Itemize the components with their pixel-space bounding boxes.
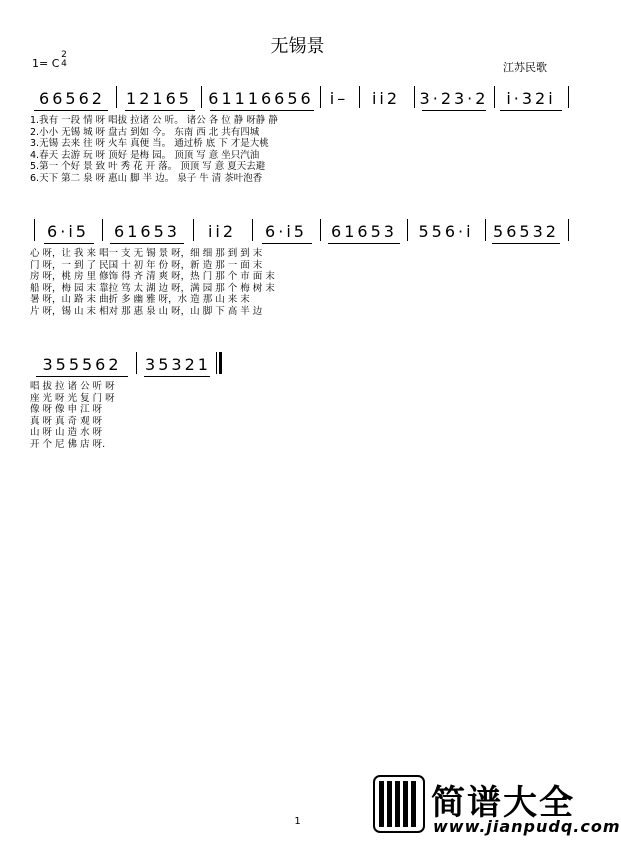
beam-line [44,243,94,244]
lyric-line: 像 呀 像 申 江 呀 [30,404,103,415]
site-logo [373,775,621,837]
barline [252,219,253,241]
lyric-line: 6.天下 第二 泉 呀 惠山 脚 半 边。 泉子 牛 清 茶叶泡香 [30,172,263,184]
lyric-line: 3.无锡 去来 往 呀 火车 真便 当。 通过桥 底 下 才是大桃 [30,138,269,149]
measure-notes: 61653 [114,222,180,241]
measure-notes: 35321 [145,355,211,374]
notes-row [30,348,230,378]
time-numerator: 2 [61,50,67,60]
lyric-line: 船 呀，梅 园 末 靠拉 笃 太 湖 边 呀，满 园 那 个 梅 树 末 [30,282,275,294]
barline [216,352,217,374]
barline [136,352,137,374]
time-denominator: 4 [61,59,67,69]
lyric-line: 真 呀 真 奇 观 呀 [30,415,103,427]
measure-notes: ii2 [207,222,237,241]
beam-line [210,110,314,111]
measure-notes: 61116656 [208,89,314,108]
beam-line [125,110,195,111]
lyric-line: 4.春天 去游 玩 呀 顶好 是梅 园。 顶顶 写 意 坐只汽油 [30,149,260,161]
beam-line [328,243,400,244]
measure [495,82,567,112]
measure-notes: 12165 [126,89,192,108]
measure-notes: i– [329,89,349,108]
lyric-line: 门 呀，一 到 了 民国 十 初 年 份 呀，新 造 那 一 面 末 [30,259,263,271]
measure-notes: 61653 [331,222,397,241]
lyric-line: 房 呀，桃 房 里 修饰 得 齐 清 爽 呀，热 门 那 个 市 面 末 [30,271,275,282]
lyrics-block [30,381,230,450]
beam-line [492,243,560,244]
lyric-line: 开 个 尼 佛 店 呀. [30,438,106,450]
beam-line [110,243,184,244]
measure-notes: i·32i [506,89,556,108]
page-number: 1 [294,816,301,827]
barline [116,86,117,108]
barline [34,219,35,241]
lyric-line: 山 呀 山 造 水 呀 [30,427,103,438]
measure-notes: 66562 [39,89,105,108]
notes-row [30,215,570,245]
beam-line [36,376,128,377]
staff-row-3 [30,348,230,450]
staff-row-1 [30,82,570,184]
barline [568,86,569,108]
measure [415,82,493,112]
beam-line [500,110,562,111]
measure [138,348,218,378]
lyric-line: 座 光 呀 光 复 门 呀 [30,392,115,404]
measure-notes: 3·23·2 [419,89,489,108]
measure [408,215,484,245]
brand-name: 简谱大全 [431,783,575,823]
measure-notes: 56532 [493,222,559,241]
measure [202,82,320,112]
measure-notes: 556·i [418,222,474,241]
measure [194,215,250,245]
song-title: 无锡景 [270,36,325,57]
measure-notes: 6·i5 [47,222,89,241]
barline [568,219,569,241]
time-signature [60,51,68,69]
beam-line [144,376,210,377]
lyric-line: 片 呀，锡 山 末 相对 那 惠 泉 山 呀，山 脚 下 高 半 边 [30,305,263,317]
key-signature: 1= C [32,57,60,70]
final-barline [219,352,222,374]
lyric-line: 唱 拔 拉 诸 公 听 呀 [30,381,115,392]
measure [30,82,114,112]
measure [36,215,100,245]
lyric-line: 心 呀，让 我 来 唱一 支 无 锡 景 呀，细 细 那 到 到 末 [30,248,263,259]
measure [30,348,134,378]
barline [320,219,321,241]
measure [254,215,318,245]
measure [486,215,566,245]
lyric-line: 暑 呀，山 路 末 曲折 多 幽 雅 呀，水 造 那 山 来 末 [30,294,250,305]
beam-line [34,110,108,111]
brand-url: www.jianpudq.com [433,817,621,836]
barline [102,219,103,241]
lyric-line: 2.小小 无锡 城 呀 盘古 到如 今。 东南 西 北 共有四城 [30,126,260,138]
measure [360,82,412,112]
lyric-line: 5.第一 个好 景 致 叶 秀 花 开 落。 顶顶 写 意 夏天去避 [30,161,266,172]
measure [104,215,190,245]
song-origin: 江苏民歌 [503,61,547,74]
measure [320,82,358,112]
measure-notes: ii2 [371,89,401,108]
measure [322,215,406,245]
measure-notes: 355562 [42,355,122,374]
measure-notes: 6·i5 [265,222,307,241]
notes-row [30,82,570,112]
lyric-line: 1.我有 一段 情 呀 唱拔 拉诸 公 听。 诸公 各 位 静 呀静 静 [30,115,278,126]
beam-line [422,110,486,111]
lyrics-block [30,115,570,184]
beam-line [262,243,312,244]
staff-row-2 [30,215,570,317]
measure [118,82,200,112]
lyrics-block [30,248,570,317]
